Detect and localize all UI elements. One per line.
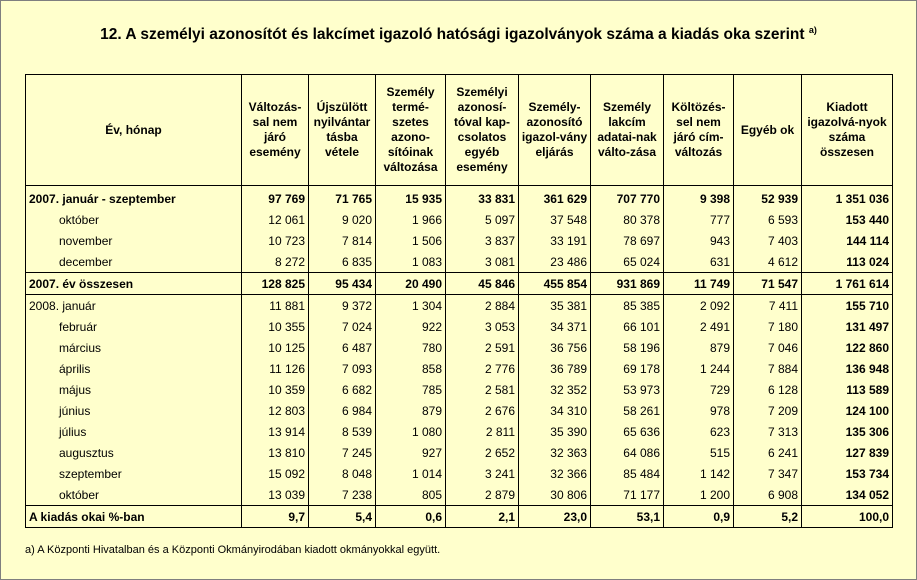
table-title bbox=[0, 25, 917, 44]
table-cell: 10 723 bbox=[242, 230, 309, 251]
table-cell: 6 487 bbox=[309, 337, 376, 358]
table-cell: 2 811 bbox=[446, 421, 519, 442]
row-label: december bbox=[26, 251, 242, 273]
table-cell: 78 697 bbox=[591, 230, 664, 251]
table-cell: 0,6 bbox=[376, 506, 446, 528]
table-cell: 2 776 bbox=[446, 358, 519, 379]
table-cell: 11 881 bbox=[242, 295, 309, 317]
table-cell: 20 490 bbox=[376, 273, 446, 295]
table-cell: 6 682 bbox=[309, 379, 376, 400]
statistics-table bbox=[25, 74, 893, 528]
table-cell: 153 440 bbox=[802, 209, 893, 230]
table-cell: 58 196 bbox=[591, 337, 664, 358]
table-row bbox=[26, 273, 893, 295]
table-cell: 7 814 bbox=[309, 230, 376, 251]
col-header-id-change: Személy termé-szetes azono-sítóinak változása bbox=[376, 75, 446, 186]
table-cell: 65 636 bbox=[591, 421, 664, 442]
table-row bbox=[26, 251, 893, 273]
table-cell: 4 612 bbox=[734, 251, 802, 273]
table-cell: 113 024 bbox=[802, 251, 893, 273]
table-cell: 124 100 bbox=[802, 400, 893, 421]
table-cell: 2 591 bbox=[446, 337, 519, 358]
title-text: 12. A személyi azonosítót és lakcímet igazoló hatósági igazolványok száma a kiadás oka szerint bbox=[100, 26, 805, 43]
table-cell: 37 548 bbox=[519, 209, 591, 230]
row-label: július bbox=[26, 421, 242, 442]
table-cell: 85 385 bbox=[591, 295, 664, 317]
table-cell: 52 939 bbox=[734, 186, 802, 210]
table-cell: 15 092 bbox=[242, 463, 309, 484]
table-cell: 1 080 bbox=[376, 421, 446, 442]
table-cell: 32 352 bbox=[519, 379, 591, 400]
table-cell: 2 676 bbox=[446, 400, 519, 421]
table-cell: 858 bbox=[376, 358, 446, 379]
table-cell: 6 984 bbox=[309, 400, 376, 421]
table-cell: 7 209 bbox=[734, 400, 802, 421]
table-cell: 113 589 bbox=[802, 379, 893, 400]
table-cell: 631 bbox=[664, 251, 734, 273]
table-cell: 978 bbox=[664, 400, 734, 421]
table-cell: 2 581 bbox=[446, 379, 519, 400]
col-header-address-change: Személy lakcím adatai-nak válto-zása bbox=[591, 75, 664, 186]
table-cell: 155 710 bbox=[802, 295, 893, 317]
table-cell: 153 734 bbox=[802, 463, 893, 484]
table-cell: 134 052 bbox=[802, 484, 893, 506]
table-cell: 53,1 bbox=[591, 506, 664, 528]
table-cell: 53 973 bbox=[591, 379, 664, 400]
table-cell: 9 398 bbox=[664, 186, 734, 210]
col-header-period: Év, hónap bbox=[26, 75, 242, 186]
table-cell: 127 839 bbox=[802, 442, 893, 463]
table-cell: 23 486 bbox=[519, 251, 591, 273]
table-cell: 12 061 bbox=[242, 209, 309, 230]
table-cell: 7 347 bbox=[734, 463, 802, 484]
table-cell: 35 390 bbox=[519, 421, 591, 442]
table-cell: 80 378 bbox=[591, 209, 664, 230]
table-cell: 455 854 bbox=[519, 273, 591, 295]
row-label: november bbox=[26, 230, 242, 251]
table-cell: 71 765 bbox=[309, 186, 376, 210]
table-cell: 7 313 bbox=[734, 421, 802, 442]
table-cell: 65 024 bbox=[591, 251, 664, 273]
table-cell: 1 244 bbox=[664, 358, 734, 379]
row-label: április bbox=[26, 358, 242, 379]
row-label: 2007. év összesen bbox=[26, 273, 242, 295]
table-cell: 32 366 bbox=[519, 463, 591, 484]
table-row bbox=[26, 186, 893, 210]
row-label: 2008. január bbox=[26, 295, 242, 317]
table-cell: 1 142 bbox=[664, 463, 734, 484]
row-label: május bbox=[26, 379, 242, 400]
table-cell: 100,0 bbox=[802, 506, 893, 528]
table-cell: 780 bbox=[376, 337, 446, 358]
footnote: a) A Központi Hivatalban és a Központi Okmányirodában kiadott okmányokkal együtt. bbox=[25, 544, 441, 556]
table-cell: 931 869 bbox=[591, 273, 664, 295]
table-row bbox=[26, 463, 893, 484]
table-cell: 122 860 bbox=[802, 337, 893, 358]
table-cell: 2 884 bbox=[446, 295, 519, 317]
table-cell: 8 048 bbox=[309, 463, 376, 484]
table-cell: 3 241 bbox=[446, 463, 519, 484]
table-cell: 58 261 bbox=[591, 400, 664, 421]
table-cell: 8 539 bbox=[309, 421, 376, 442]
table-cell: 10 125 bbox=[242, 337, 309, 358]
table-cell: 7 411 bbox=[734, 295, 802, 317]
col-header-newborn: Újszülött nyilvántar tásba vétele bbox=[309, 75, 376, 186]
table-cell: 7 245 bbox=[309, 442, 376, 463]
table-cell: 1 083 bbox=[376, 251, 446, 273]
table-cell: 12 803 bbox=[242, 400, 309, 421]
table-row bbox=[26, 484, 893, 506]
table-cell: 3 053 bbox=[446, 316, 519, 337]
table-cell: 1 351 036 bbox=[802, 186, 893, 210]
table-cell: 34 310 bbox=[519, 400, 591, 421]
row-label: június bbox=[26, 400, 242, 421]
row-label: február bbox=[26, 316, 242, 337]
table-cell: 879 bbox=[664, 337, 734, 358]
table-cell: 7 884 bbox=[734, 358, 802, 379]
table-cell: 943 bbox=[664, 230, 734, 251]
table-row bbox=[26, 506, 893, 528]
table-cell: 66 101 bbox=[591, 316, 664, 337]
table-cell: 71 177 bbox=[591, 484, 664, 506]
table-cell: 144 114 bbox=[802, 230, 893, 251]
table-cell: 13 914 bbox=[242, 421, 309, 442]
table-cell: 34 371 bbox=[519, 316, 591, 337]
table-cell: 6 908 bbox=[734, 484, 802, 506]
table-row bbox=[26, 209, 893, 230]
table-cell: 1 200 bbox=[664, 484, 734, 506]
table-cell: 9,7 bbox=[242, 506, 309, 528]
table-cell: 10 359 bbox=[242, 379, 309, 400]
table-cell: 64 086 bbox=[591, 442, 664, 463]
table-cell: 11 126 bbox=[242, 358, 309, 379]
table-cell: 13 039 bbox=[242, 484, 309, 506]
table-cell: 0,9 bbox=[664, 506, 734, 528]
table-cell: 7 180 bbox=[734, 316, 802, 337]
table-cell: 135 306 bbox=[802, 421, 893, 442]
row-label: szeptember bbox=[26, 463, 242, 484]
table-cell: 2 491 bbox=[664, 316, 734, 337]
header-row bbox=[26, 75, 893, 186]
table-cell: 7 403 bbox=[734, 230, 802, 251]
table-row bbox=[26, 379, 893, 400]
table-cell: 2 879 bbox=[446, 484, 519, 506]
table-cell: 927 bbox=[376, 442, 446, 463]
table-cell: 13 810 bbox=[242, 442, 309, 463]
table-cell: 1 966 bbox=[376, 209, 446, 230]
table-cell: 777 bbox=[664, 209, 734, 230]
table-cell: 15 935 bbox=[376, 186, 446, 210]
table-cell: 45 846 bbox=[446, 273, 519, 295]
table-cell: 361 629 bbox=[519, 186, 591, 210]
table-cell: 1 304 bbox=[376, 295, 446, 317]
table-row bbox=[26, 442, 893, 463]
table-cell: 7 093 bbox=[309, 358, 376, 379]
table-row bbox=[26, 400, 893, 421]
table-cell: 85 484 bbox=[591, 463, 664, 484]
title-footnote-marker: a) bbox=[808, 25, 817, 35]
table-cell: 128 825 bbox=[242, 273, 309, 295]
table-cell: 7 238 bbox=[309, 484, 376, 506]
row-label: október bbox=[26, 209, 242, 230]
table-cell: 7 024 bbox=[309, 316, 376, 337]
col-header-other-reason: Egyéb ok bbox=[734, 75, 802, 186]
table-cell: 515 bbox=[664, 442, 734, 463]
row-label: A kiadás okai %-ban bbox=[26, 506, 242, 528]
table-cell: 2 092 bbox=[664, 295, 734, 317]
table-cell: 5,4 bbox=[309, 506, 376, 528]
table-cell: 805 bbox=[376, 484, 446, 506]
table-cell: 9 372 bbox=[309, 295, 376, 317]
col-header-id-card-procedure: Személy-azonosító igazol-vány eljárás bbox=[519, 75, 591, 186]
col-header-address-no-move: Költözés-sel nem járó cím-változás bbox=[664, 75, 734, 186]
table-row bbox=[26, 421, 893, 442]
table-cell: 11 749 bbox=[664, 273, 734, 295]
table-cell: 879 bbox=[376, 400, 446, 421]
table-cell: 2 652 bbox=[446, 442, 519, 463]
table-cell: 922 bbox=[376, 316, 446, 337]
table-cell: 6 128 bbox=[734, 379, 802, 400]
row-label: október bbox=[26, 484, 242, 506]
table-cell: 3 837 bbox=[446, 230, 519, 251]
table-cell: 1 506 bbox=[376, 230, 446, 251]
table-cell: 97 769 bbox=[242, 186, 309, 210]
table-cell: 3 081 bbox=[446, 251, 519, 273]
table-cell: 71 547 bbox=[734, 273, 802, 295]
table-row bbox=[26, 358, 893, 379]
table-row bbox=[26, 230, 893, 251]
table-cell: 23,0 bbox=[519, 506, 591, 528]
table-cell: 32 363 bbox=[519, 442, 591, 463]
table-cell: 6 241 bbox=[734, 442, 802, 463]
table-row bbox=[26, 316, 893, 337]
table-cell: 30 806 bbox=[519, 484, 591, 506]
table-cell: 623 bbox=[664, 421, 734, 442]
table-cell: 36 789 bbox=[519, 358, 591, 379]
table-cell: 95 434 bbox=[309, 273, 376, 295]
table-cell: 5 097 bbox=[446, 209, 519, 230]
table-cell: 69 178 bbox=[591, 358, 664, 379]
table-cell: 707 770 bbox=[591, 186, 664, 210]
table-cell: 35 381 bbox=[519, 295, 591, 317]
table-cell: 785 bbox=[376, 379, 446, 400]
table-cell: 1 014 bbox=[376, 463, 446, 484]
table-cell: 1 761 614 bbox=[802, 273, 893, 295]
col-header-unchanged: Változás-sal nem járó esemény bbox=[242, 75, 309, 186]
table-row bbox=[26, 337, 893, 358]
table-cell: 2,1 bbox=[446, 506, 519, 528]
row-label: március bbox=[26, 337, 242, 358]
table-cell: 10 355 bbox=[242, 316, 309, 337]
table-cell: 9 020 bbox=[309, 209, 376, 230]
row-label: augusztus bbox=[26, 442, 242, 463]
col-header-total: Kiadott igazolvá-nyok száma összesen bbox=[802, 75, 893, 186]
table-cell: 6 593 bbox=[734, 209, 802, 230]
table-cell: 729 bbox=[664, 379, 734, 400]
table-cell: 33 191 bbox=[519, 230, 591, 251]
row-label: 2007. január - szeptember bbox=[26, 186, 242, 210]
table-cell: 7 046 bbox=[734, 337, 802, 358]
table-cell: 131 497 bbox=[802, 316, 893, 337]
table-cell: 8 272 bbox=[242, 251, 309, 273]
table-cell: 136 948 bbox=[802, 358, 893, 379]
table-row bbox=[26, 295, 893, 317]
table-cell: 33 831 bbox=[446, 186, 519, 210]
table-cell: 5,2 bbox=[734, 506, 802, 528]
table-cell: 6 835 bbox=[309, 251, 376, 273]
col-header-other-id-event: Személyi azonosí-tóval kap-csolatos egyéb esemény bbox=[446, 75, 519, 186]
table-cell: 36 756 bbox=[519, 337, 591, 358]
